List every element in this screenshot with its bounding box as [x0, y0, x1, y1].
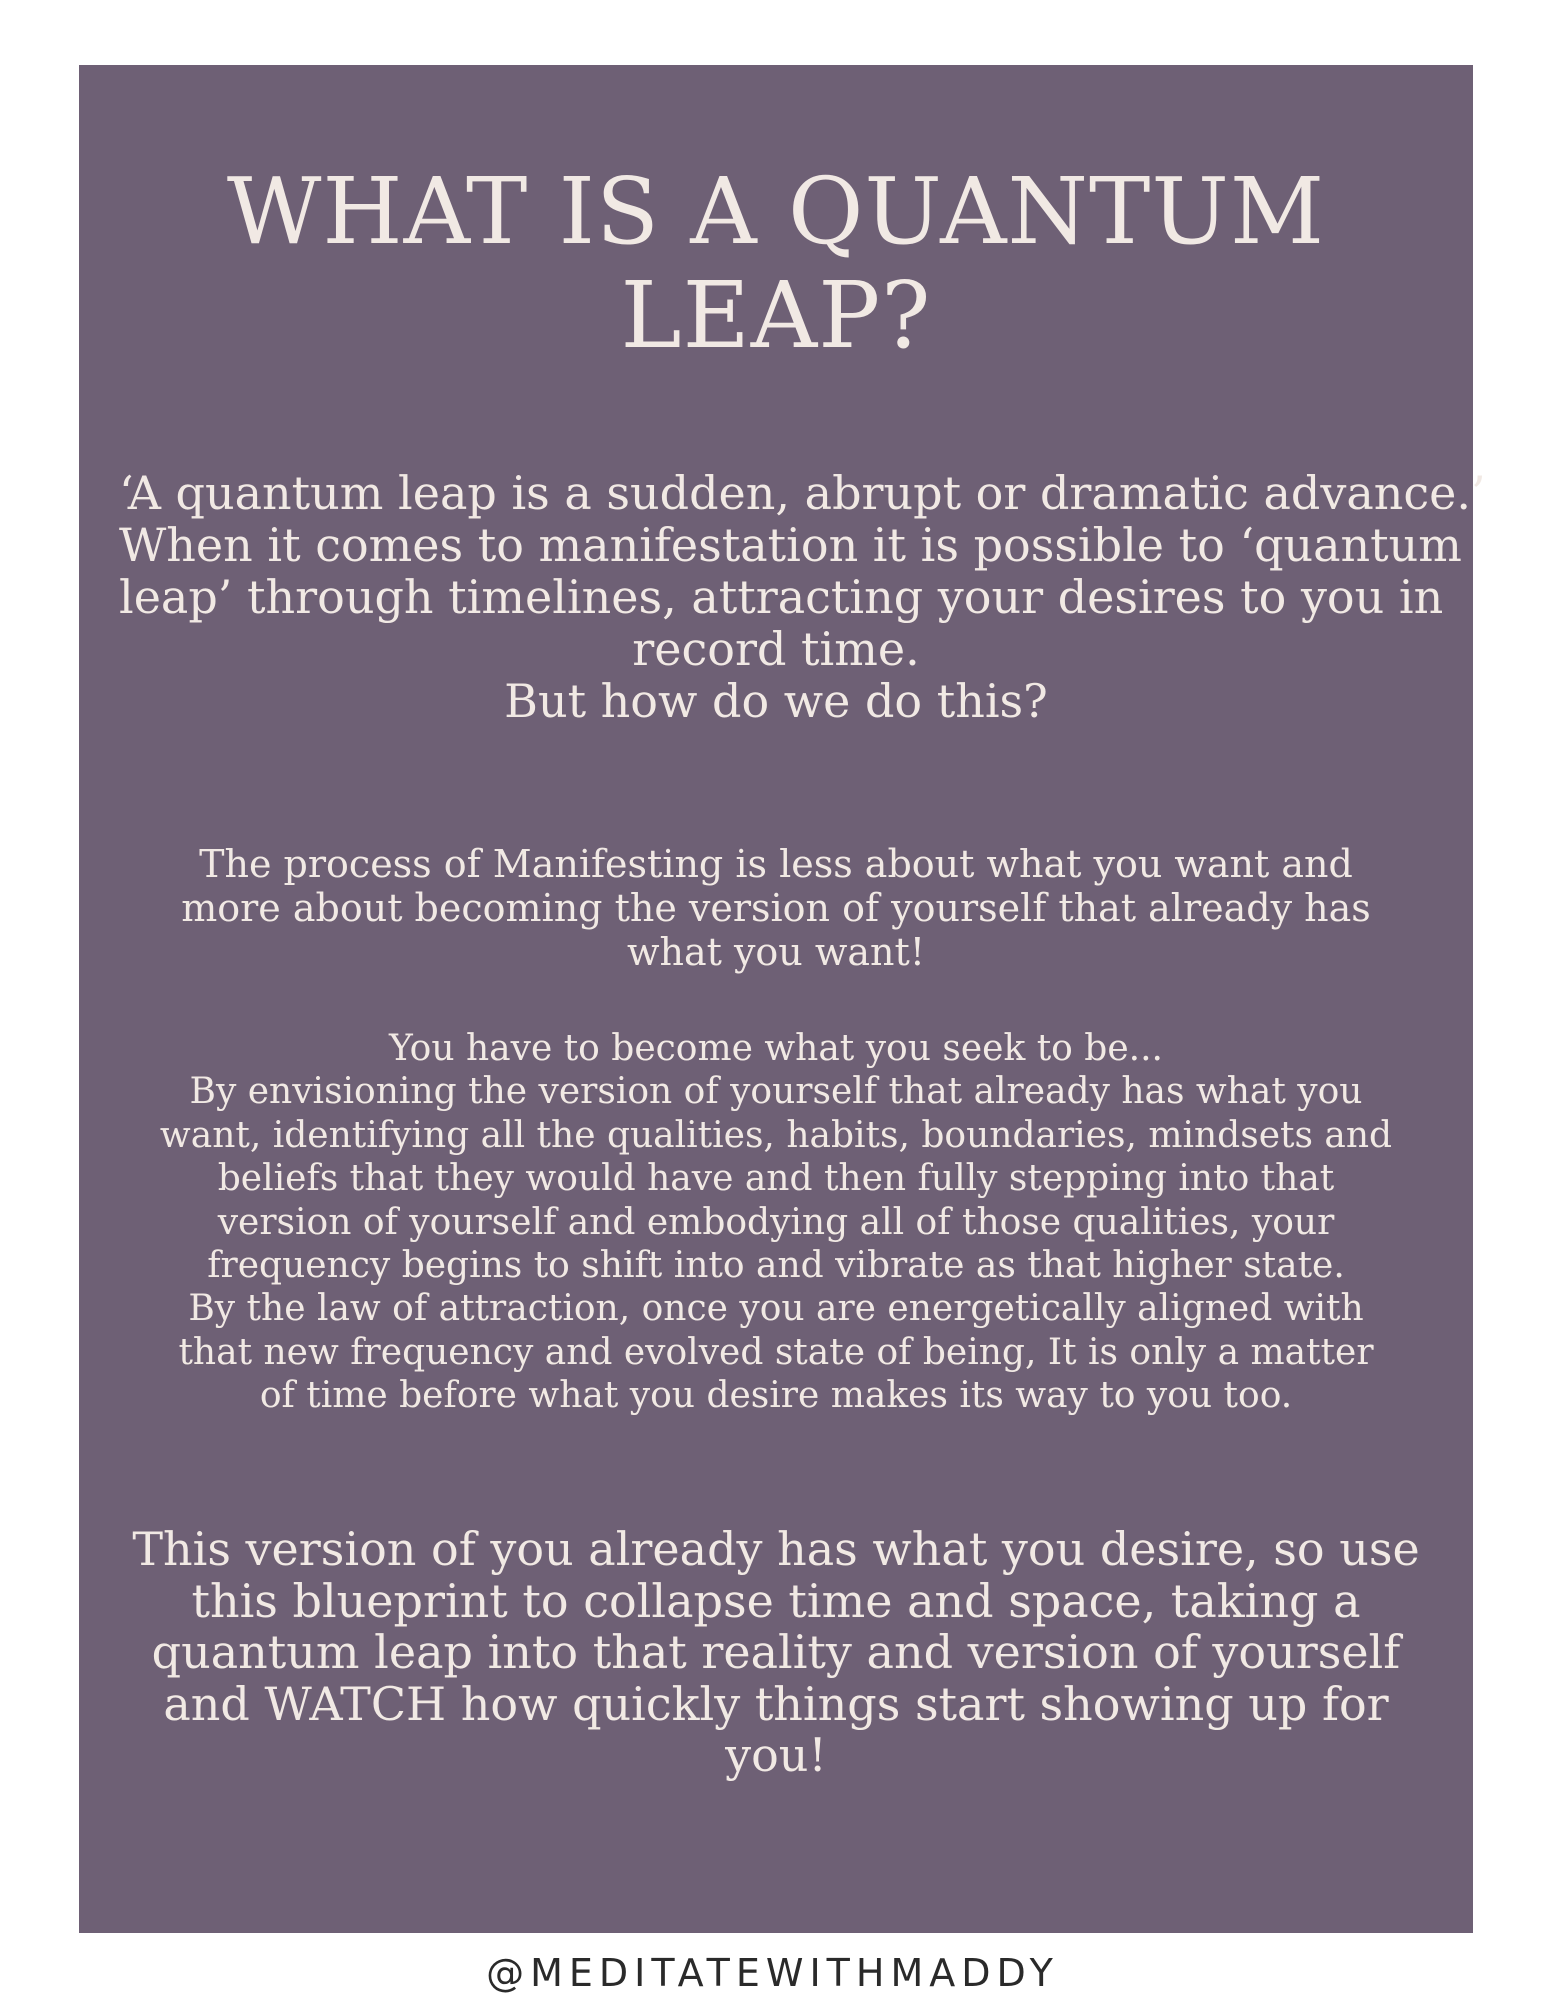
intro-line: But how do we do this?: [504, 674, 1048, 728]
process-line: more about becoming the version of yourself that already has: [181, 886, 1371, 930]
become-line: that new frequency and evolved state of being, It is only a matter: [178, 1331, 1374, 1373]
page-title: [79, 160, 1473, 368]
closing-paragraph: [119, 1524, 1433, 1782]
content-panel: [79, 65, 1486, 1933]
intro-line: When it comes to manifestation it is possible to ‘quantum: [119, 518, 1462, 572]
process-line: The process of Manifesting is less about what you want and: [199, 842, 1353, 886]
closing-line: and WATCH how quickly things start showing up for: [163, 1676, 1389, 1731]
become-line: of time before what you desire makes its way to you too.: [259, 1375, 1293, 1417]
become-line: You have to become what you seek to be...: [389, 1028, 1163, 1069]
become-line: By the law of attraction, once you are energetically aligned with: [188, 1288, 1364, 1330]
process-paragraph: [119, 842, 1433, 974]
intro-line: leap’ through timelines, attracting your desires to you in: [119, 570, 1444, 624]
become-line: beliefs that they would have and then fully stepping into that: [217, 1158, 1335, 1200]
closing-line: you!: [725, 1728, 827, 1782]
closing-line: this blueprint to collapse time and space, taking a: [191, 1573, 1361, 1628]
process-line: what you want!: [626, 930, 926, 974]
closing-line: This version of you already has what you desire, so use: [132, 1522, 1420, 1576]
become-line: By envisioning the version of yourself that already has what you: [189, 1071, 1363, 1113]
become-line: version of yourself and embodying all of those qualities, your: [217, 1201, 1335, 1243]
title-line: WHAT IS A QUANTUM: [226, 158, 1326, 265]
title-line: LEAP?: [620, 262, 932, 369]
intro-line: record time.: [632, 622, 920, 676]
intro-line: ‘A quantum leap is a sudden, abrupt or dramatic advance.’: [119, 466, 1486, 520]
become-line: want, identifying all the qualities, habits, boundaries, mindsets and: [159, 1114, 1393, 1156]
intro-paragraph: [119, 466, 1486, 728]
social-handle: @MEDITATEWITHMADDY: [486, 1951, 1059, 1995]
become-line: frequency begins to shift into and vibrate as that higher state.: [207, 1245, 1345, 1287]
closing-line: quantum leap into that reality and version of yourself: [151, 1625, 1401, 1679]
become-paragraph: [119, 1027, 1433, 1418]
